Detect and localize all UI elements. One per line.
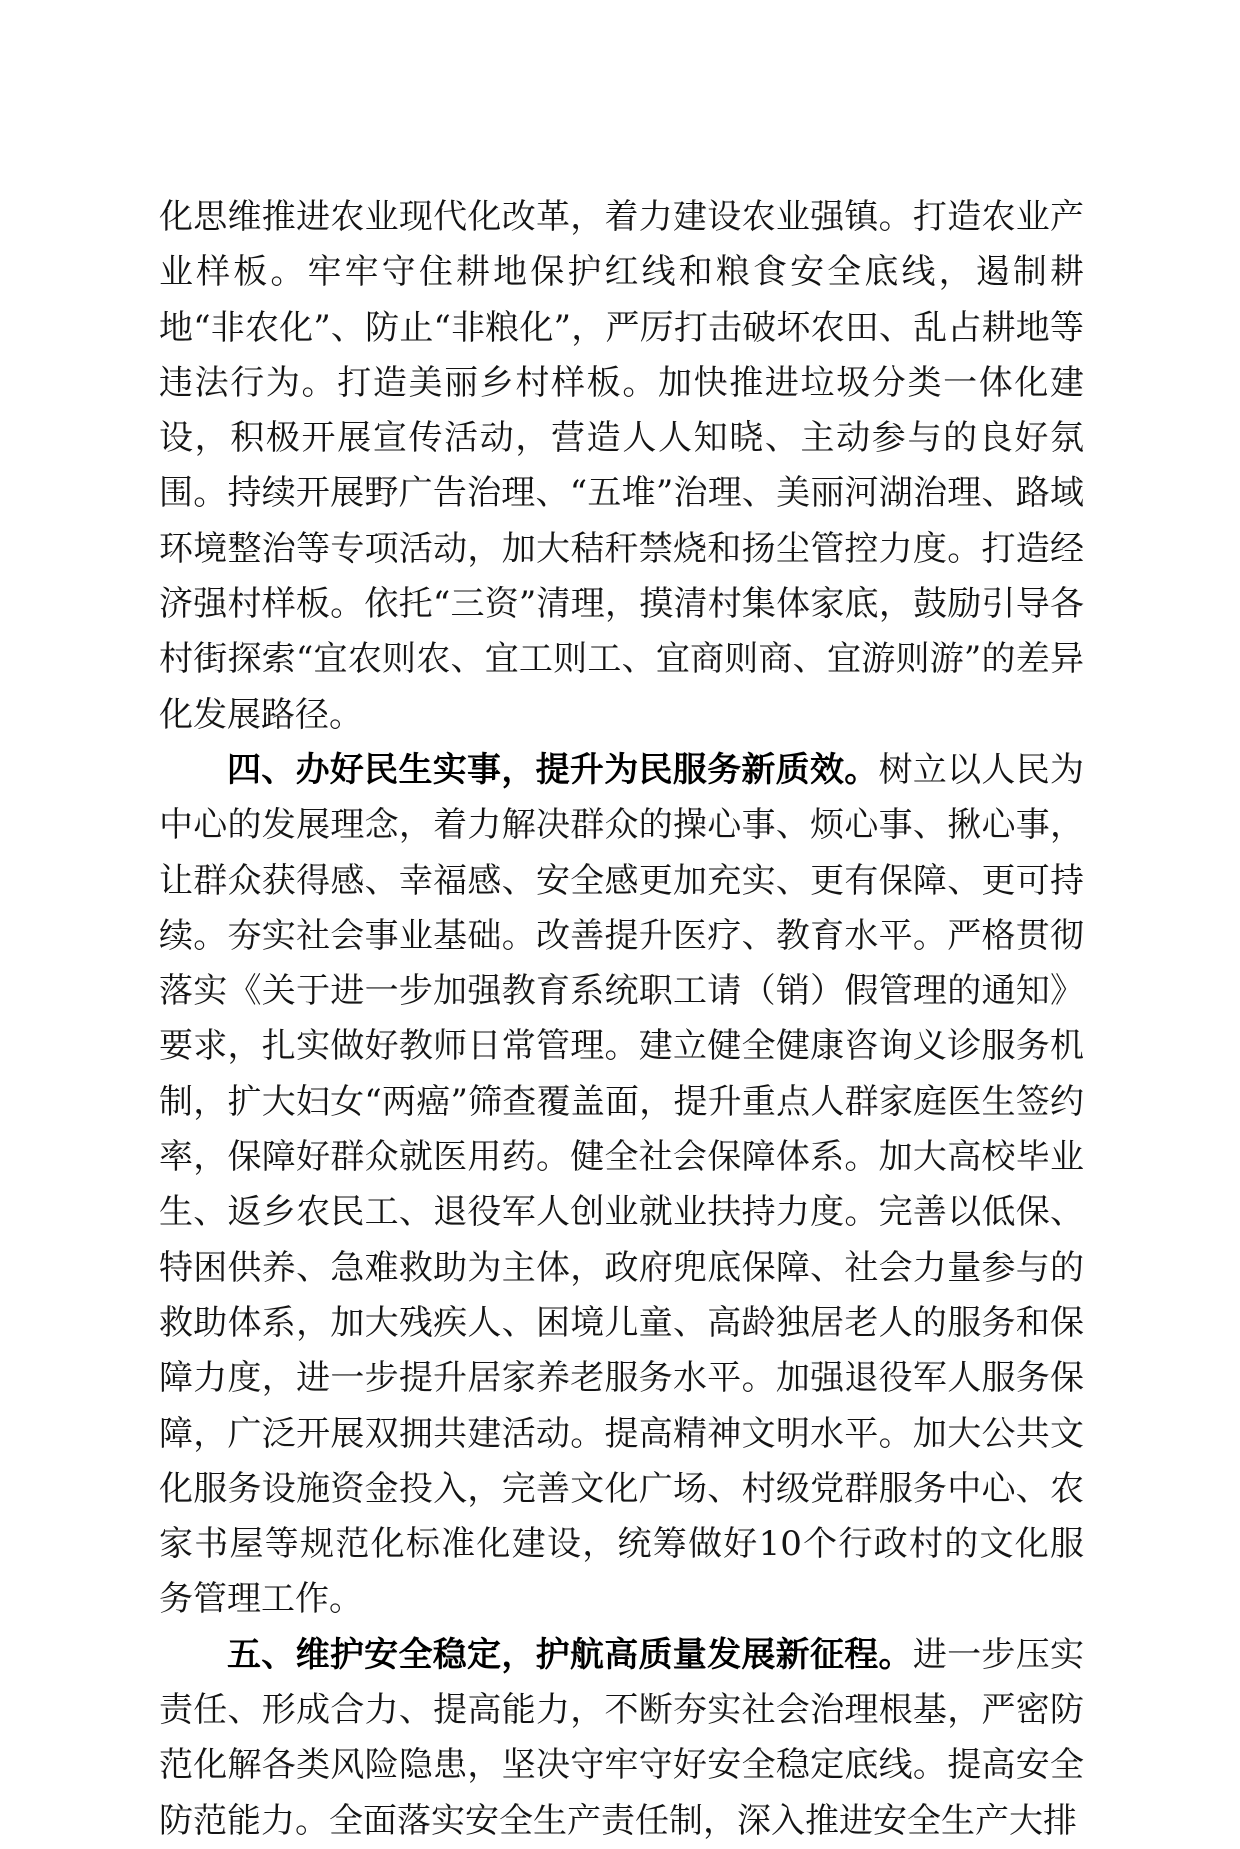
section-5-body: 进一步压实责任、形成合力、提高能力，不断夯实社会治理根基，严密防范化解各类风险隐患，坚决守牢守好安全稳定底线。提高安全防范能力。全面落实安全生产责任制，深入推进安全生产大排 xyxy=(159,1634,1085,1841)
section-4-heading: 四、办好民生实事，提升为民服务新质效。 xyxy=(227,749,879,790)
paragraph-body: 化思维推进农业现代化改革，着力建设农业强镇。打造农业产业样板。牢牢守住耕地保护红线和粮食安全底线，遏制耕地“非农化”、防止“非粮化”，严厉打击破坏农田、乱占耕地等违法行为。打造美丽乡村样板。加快推进垃圾分类一体化建设，积极开展宣传活动，营造人人知晓、主动参与的良好氛围。持续开展野广告治理、“五堆”治理、美丽河湖治理、路域环境整治等专项活动，加大秸秆禁烧和扬尘管控力度。打造经济强村样板。依托“三资”清理，摸清村集体家底，鼓励引导各村街探索“宜农则农、宜工则工、宜商则商、宜游则游”的差异化发展路径。 xyxy=(159,197,1084,735)
paragraph-continuation xyxy=(159,190,1084,743)
paragraph-section-5 xyxy=(159,1628,1084,1849)
paragraph-section-4 xyxy=(159,743,1084,1628)
document-page xyxy=(159,190,1084,1849)
section-5-heading: 五、维护安全稳定，护航高质量发展新征程。 xyxy=(227,1634,913,1675)
section-4-body: 树立以人民为中心的发展理念，着力解决群众的操心事、烦心事、揪心事，让群众获得感、幸福感、安全感更加充实、更有保障、更可持续。夯实社会事业基础。改善提升医疗、教育水平。严格贯彻落实《关于进一步加强教育系统职工请（销）假管理的通知》要求，扎实做好教师日常管理。建立健全健康咨询义诊服务机制，扩大妇女“两癌”筛查覆盖面，提升重点人群家庭医生签约率，保障好群众就医用药。健全社会保障体系。加大高校毕业生、返乡农民工、退役军人创业就业扶持力度。完善以低保、特困供养、急难救助为主体，政府兜底保障、社会力量参与的救助体系，加大残疾人、困境儿童、高龄独居老人的服务和保障力度，进一步提升居家养老服务水平。加强退役军人服务保障，广泛开展双拥共建活动。提高精神文明水平。加大公共文化服务设施资金投入，完善文化广场、村级党群服务中心、农家书屋等规范化标准化建设，统筹做好10个行政村的文化服务管理工作。 xyxy=(159,749,1085,1620)
